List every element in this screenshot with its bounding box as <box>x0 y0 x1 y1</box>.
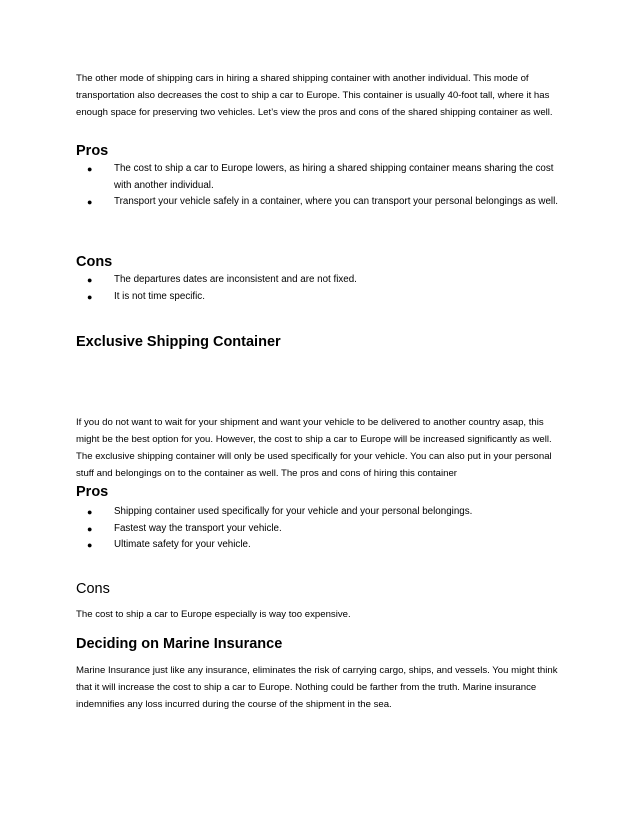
bullet-icon: ● <box>87 197 93 207</box>
list-item: ● Fastest way the transport your vehicle. <box>76 521 566 538</box>
bullet-icon: ● <box>87 507 93 517</box>
list-item: ● It is not time specific. <box>76 289 566 306</box>
bullet-icon: ● <box>87 540 93 550</box>
shared-pros-heading: Pros <box>76 143 109 159</box>
list-item: ● Ultimate safety for your vehicle. <box>76 537 566 554</box>
bullet-icon: ● <box>87 164 93 174</box>
insurance-heading: Deciding on Marine Insurance <box>76 636 283 652</box>
list-item: ● The departures dates are inconsistent and are not fixed. <box>76 272 566 289</box>
exclusive-paragraph: If you do not want to wait for your shipment and want your vehicle to be delivered to another country asap, this might be the best option for you. However, the cost to ship a car to Europe will be increased significantly as well. The exclusive shipping container will only be used specifically for your vehicle. You can also put in your personal stuff and belongings on to the container as well. The pros and cons of hiring this container <box>76 417 552 479</box>
list-item: ● Transport your vehicle safely in a container, where you can transport your personal belongings as well. <box>76 194 566 211</box>
exclusive-cons-heading: Cons <box>76 581 110 597</box>
shared-cons-heading: Cons <box>76 254 113 270</box>
bullet-icon: ● <box>87 291 93 302</box>
exclusive-cons-text: The cost to ship a car to Europe especially is way too expensive. <box>76 609 351 620</box>
list-item: ● The cost to ship a car to Europe lowers, as hiring a shared shipping container means sharing the cost with another individual. <box>87 163 554 191</box>
insurance-paragraph: Marine Insurance just like any insurance, eliminates the risk of carrying cargo, ships, and vessels. You might think that it will increase the cost to ship a car to Europe. Nothing could be farther from the truth. Marine insurance indemnifies any loss incurred during the course of the shipment in the sea. <box>76 665 558 710</box>
intro-paragraph: The other mode of shipping cars in hiring a shared shipping container with another individual. This mode of transportation also decreases the cost to ship a car to Europe. This container is usually 40-foot tall, where it has enough space for preserving two vehicles. Let’s view the pros and cons of the shared shipping container as well. <box>76 73 553 118</box>
exclusive-pros-heading: Pros <box>76 484 109 500</box>
bullet-icon: ● <box>87 523 93 534</box>
exclusive-heading: Exclusive Shipping Container <box>76 334 281 350</box>
shared-cons-list <box>76 272 566 305</box>
shared-pros-list <box>76 161 566 211</box>
bullet-icon: ● <box>87 275 93 285</box>
exclusive-pros-list <box>76 504 566 554</box>
list-item: ● Shipping container used specifically for your vehicle and your personal belongings. <box>76 504 566 521</box>
